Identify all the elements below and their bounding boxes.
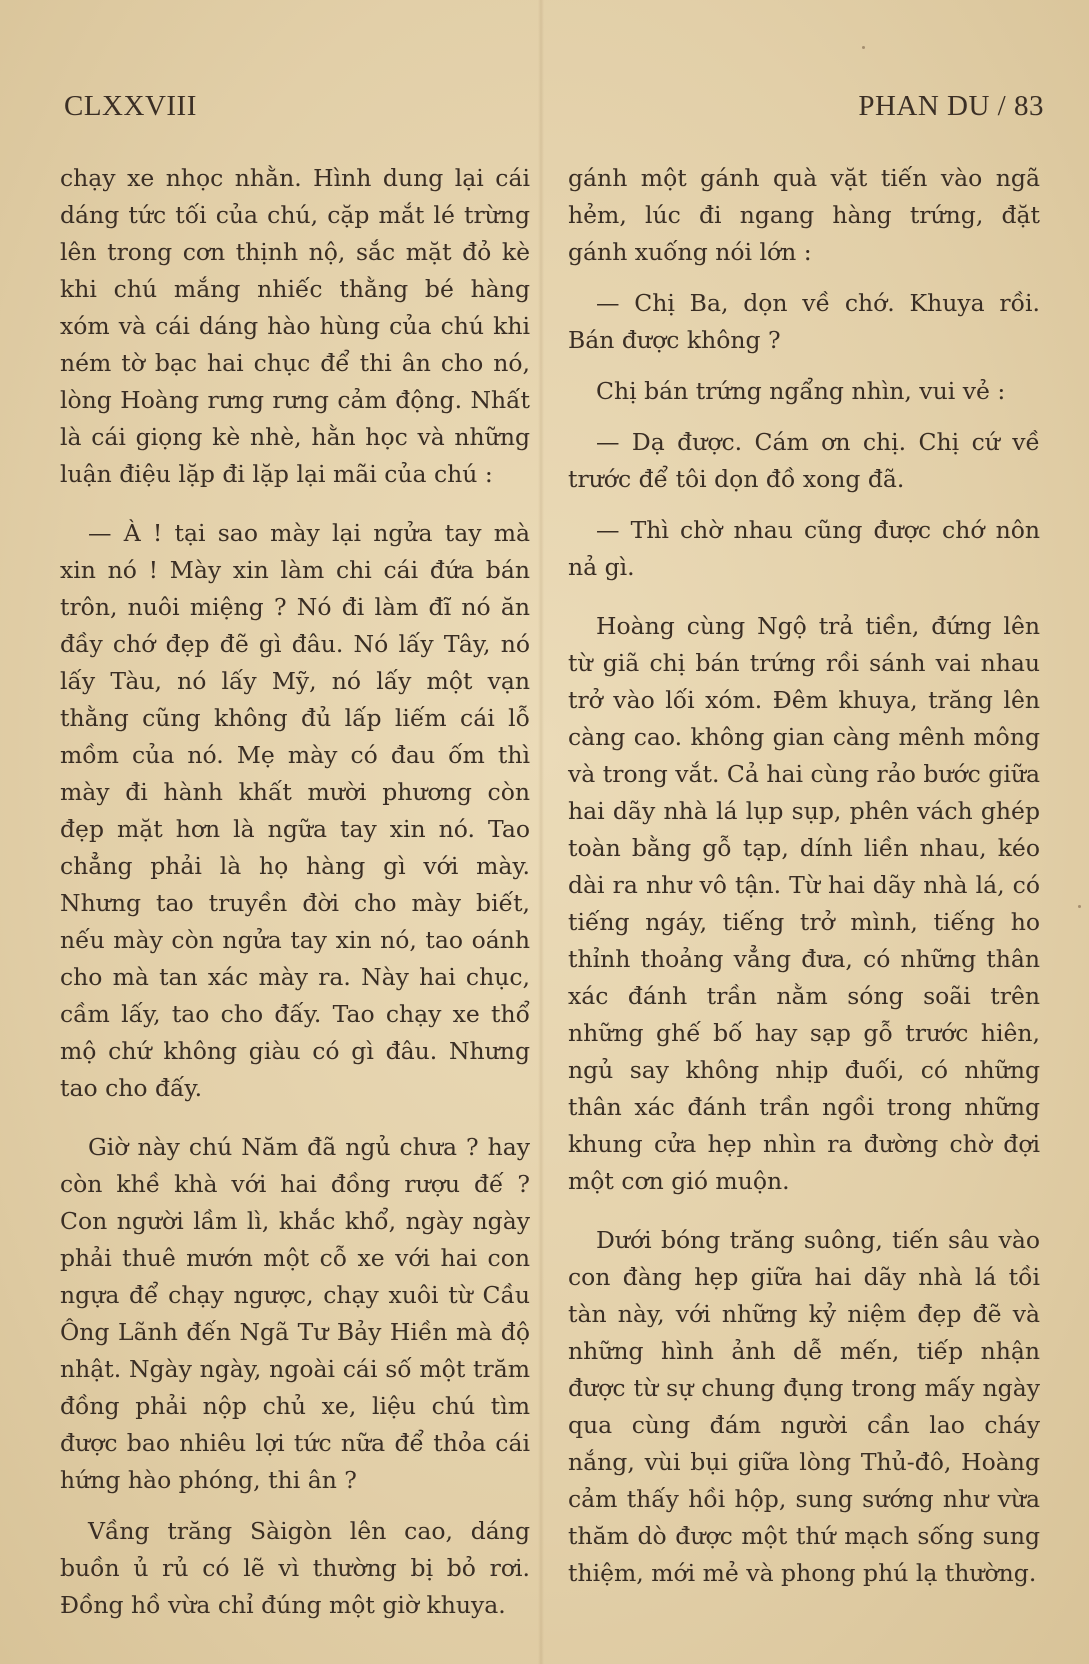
paragraph-dialogue: — Chị Ba, dọn về chớ. Khuya rồi. Bán được không ? — [568, 289, 1040, 354]
paragraph: Giờ này chú Năm đã ngủ chưa ? hay còn khề khà với hai đồng rượu đế ? Con người lầm lì, khắc khổ, ngày ngày phải thuê mướn một cỗ xe với hai con ngựa để chạy ngược, chạy xuôi từ Cầu Ông Lãnh đến Ngã Tư Bảy Hiền mà độ nhật. Ngày ngày, ngoài cái số một trăm đồng phải nộp chủ xe, liệu chú tìm được bao nhiêu lợi tức nữa để thỏa cái hứng hào phóng, thi ân ? — [60, 1133, 530, 1494]
page-fold-shadow — [538, 0, 544, 1664]
paragraph: chạy xe nhọc nhằn. Hình dung lại cái dáng tức tối của chú, cặp mắt lé trừng lên trong cơn thịnh nộ, sắc mặt đỏ kè khi chú mắng nhiếc thằng bé hàng xóm và cái dáng hào hùng của chú khi ném tờ bạc hai chục để thi ân cho nó, lòng Hoàng rưng rưng cảm động. Nhất là cái giọng kè nhè, hằn học và những luận điệu lặp đi lặp lại mãi của chú : — [60, 164, 530, 488]
running-head-left: CLXXVIII — [64, 90, 197, 122]
left-column — [60, 160, 530, 1638]
paragraph: Vầng trăng Sàigòn lên cao, dáng buồn ủ rủ có lẽ vì thường bị bỏ rơi. Đồng hồ vừa chỉ đúng một giờ khuya. — [60, 1517, 530, 1619]
paper-speck — [862, 46, 865, 49]
paragraph-dialogue: — Dạ được. Cám ơn chị. Chị cứ về trước để tôi dọn đồ xong đã. — [568, 428, 1040, 493]
paragraph-dialogue: — À ! tại sao mày lại ngửa tay mà xin nó ! Mày xin làm chi cái đứa bán trôn, nuôi miệng ? Nó đi làm đĩ nó ăn đầy chớ đẹp đẽ gì đâu. Nó lấy Tây, nó lấy Tàu, nó lấy Mỹ, nó lấy một vạn thằng cũng không đủ lấp liếm cái lỗ mồm của nó. Mẹ mày có đau ốm thì mày đi hành khất mười phương còn đẹp mặt hơn là ngữa tay xin nó. Tao chẳng phải là họ hàng gì với mày. Nhưng tao truyền đời cho mày biết, nếu mày còn ngửa tay xin nó, tao oánh cho mà tan xác mày ra. Này hai chục, cầm lấy, tao cho đấy. Tao chạy xe thổ mộ chứ không giàu có gì đâu. Nhưng tao cho đấy. — [60, 519, 530, 1102]
right-column — [568, 160, 1040, 1606]
paragraph: Chị bán trứng ngẩng nhìn, vui vẻ : — [596, 377, 1006, 405]
paragraph: gánh một gánh quà vặt tiến vào ngã hẻm, lúc đi ngang hàng trứng, đặt gánh xuống nói lớn : — [568, 164, 1040, 266]
paragraph-dialogue: — Thì chờ nhau cũng được chớ nôn nả gì. — [568, 516, 1040, 581]
paragraph: Hoàng cùng Ngộ trả tiền, đứng lên từ giã chị bán trứng rồi sánh vai nhau trở vào lối xóm. Đêm khuya, trăng lên càng cao. không gian càng mênh mông và trong vắt. Cả hai cùng rảo bước giữa hai dãy nhà lá lụp sụp, phên vách ghép toàn bằng gỗ tạp, dính liền nhau, kéo dài ra như vô tận. Từ hai dãy nhà lá, có tiếng ngáy, tiếng trở mình, tiếng ho thỉnh thoảng vẳng đưa, có những thân xác đánh trần nằm sóng soãi trên những ghế bố hay sạp gỗ trước hiên, ngủ say không nhịp đuối, có những thân xác đánh trần ngồi trong những khung cửa hẹp nhìn ra đường chờ đợi một cơn gió muộn. — [568, 612, 1040, 1195]
running-head-right: PHAN DU / 83 — [858, 90, 1044, 122]
paper-speck — [1078, 905, 1081, 908]
paragraph: Dưới bóng trăng suông, tiến sâu vào con đàng hẹp giữa hai dãy nhà lá tồi tàn này, với những kỷ niệm đẹp đẽ và những hình ảnh dễ mến, tiếp nhận được từ sự chung đụng trong mấy ngày qua cùng đám người cần lao cháy nắng, vùi bụi giữa lòng Thủ-đô, Hoàng cảm thấy hồi hộp, sung sướng như vừa thăm dò được một thứ mạch sống sung thiệm, mới mẻ và phong phú lạ thường. — [568, 1226, 1040, 1587]
